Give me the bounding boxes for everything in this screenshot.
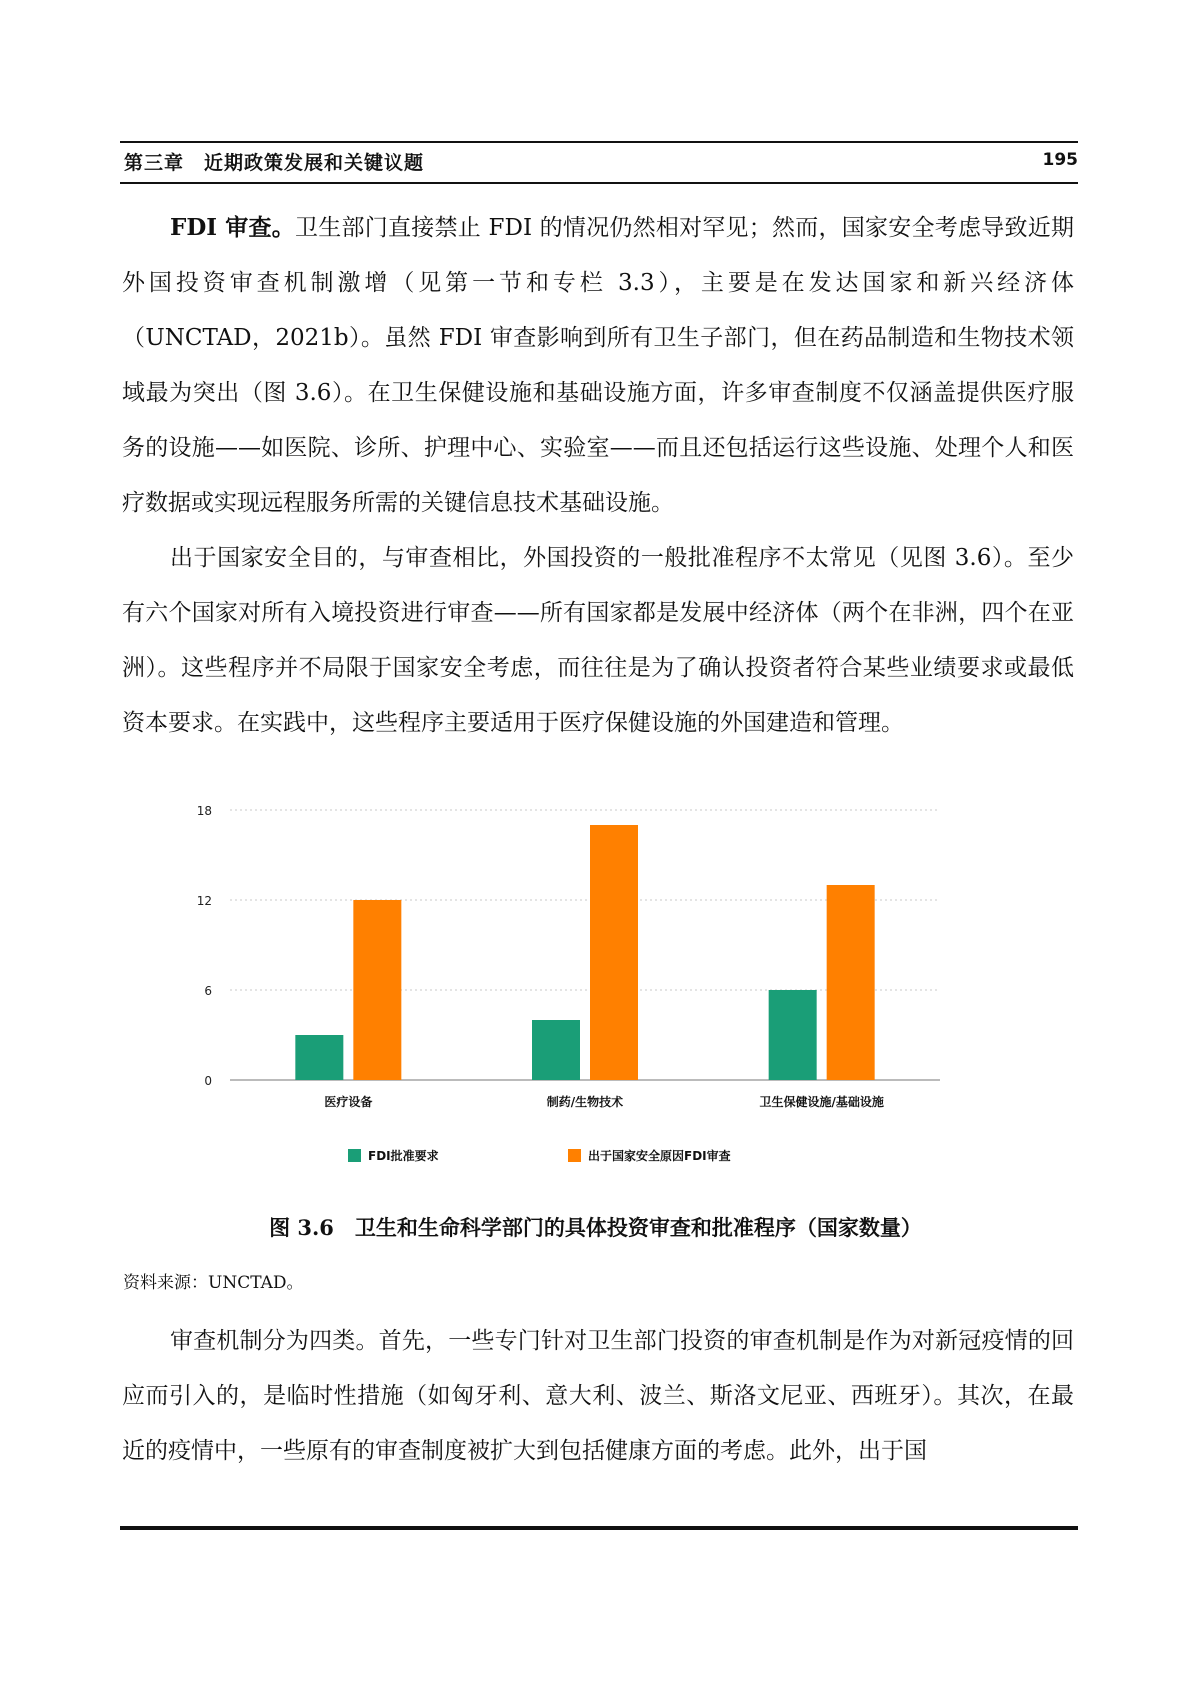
paragraph-fdi-screening [122,200,1074,531]
bar [827,885,875,1080]
figure-caption: 图 3.6 卫生和生命科学部门的具体投资审查和批准程序（国家数量） [269,1215,922,1240]
y-tick-label: 18 [196,804,212,818]
page-number: 195 [1042,150,1078,170]
paragraph-lead: FDI 审查。 [170,214,296,241]
header-bottom-rule [120,182,1078,184]
bar [353,900,401,1080]
paragraph-body: 审查机制分为四类。首先，一些专门针对卫生部门投资的审查机制是作为对新冠疫情的回应而引入的，是临时性措施（如匈牙利、意大利、波兰、斯洛文尼亚、西班牙）。其次，在最近的疫情中，一些原有的审查制度被扩大到包括健康方面的考虑。此外，出于国 [122,1328,1074,1464]
paragraph-body: 出于国家安全目的，与审查相比，外国投资的一般批准程序不太常见（见图 3.6）。至少有六个国家对所有入境投资进行审查——所有国家都是发展中经济体（两个在非洲，四个在亚洲）。这些程序并不局限于国家安全考虑，而往往是为了确认投资者符合某些业绩要求或最低资本要求。在实践中，这些程序主要适用于医疗保健设施的外国建造和管理。 [122,545,1074,736]
legend-swatch [348,1149,361,1162]
x-tick-label: 制药/生物技术 [546,1095,624,1109]
bar [532,1020,580,1080]
y-tick-label: 6 [204,984,212,998]
x-tick-label: 卫生保健设施/基础设施 [759,1095,884,1109]
bar [295,1035,343,1080]
chapter-title: 第三章 近期政策发展和关键议题 [124,152,425,174]
footer-rule [120,1526,1078,1530]
bar [769,990,817,1080]
header-top-rule [120,141,1078,143]
bar-chart [150,790,950,1170]
legend-label: 出于国家安全原因FDI审查 [588,1149,731,1163]
y-tick-label: 0 [204,1074,212,1088]
bar [590,825,638,1080]
legend-swatch [568,1149,581,1162]
x-tick-label: 医疗设备 [324,1095,373,1109]
figure-source: 资料来源：UNCTAD。 [123,1273,304,1293]
intro-text [122,200,1074,751]
after-text [122,1314,1074,1479]
legend-label: FDI批准要求 [368,1149,439,1163]
paragraph-approval [122,531,1074,751]
paragraph-review-types [122,1314,1074,1479]
paragraph-body: 卫生部门直接禁止 FDI 的情况仍然相对罕见；然而，国家安全考虑导致近期外国投资审查机制激增（见第一节和专栏 3.3），主要是在发达国家和新兴经济体（UNCTAD，2021b）。虽然 FDI 审查影响到所有卫生子部门，但在药品制造和生物技术领域最为突出（图 3.6）。在卫生保健设施和基础设施方面，许多审查制度不仅涵盖提供医疗服务的设施——如医院、诊所、护理中心、实验室——而且还包括运行这些设施、处理个人和医疗数据或实现远程服务所需的关键信息技术基础设施。 [122,215,1074,516]
y-tick-label: 12 [196,894,212,908]
